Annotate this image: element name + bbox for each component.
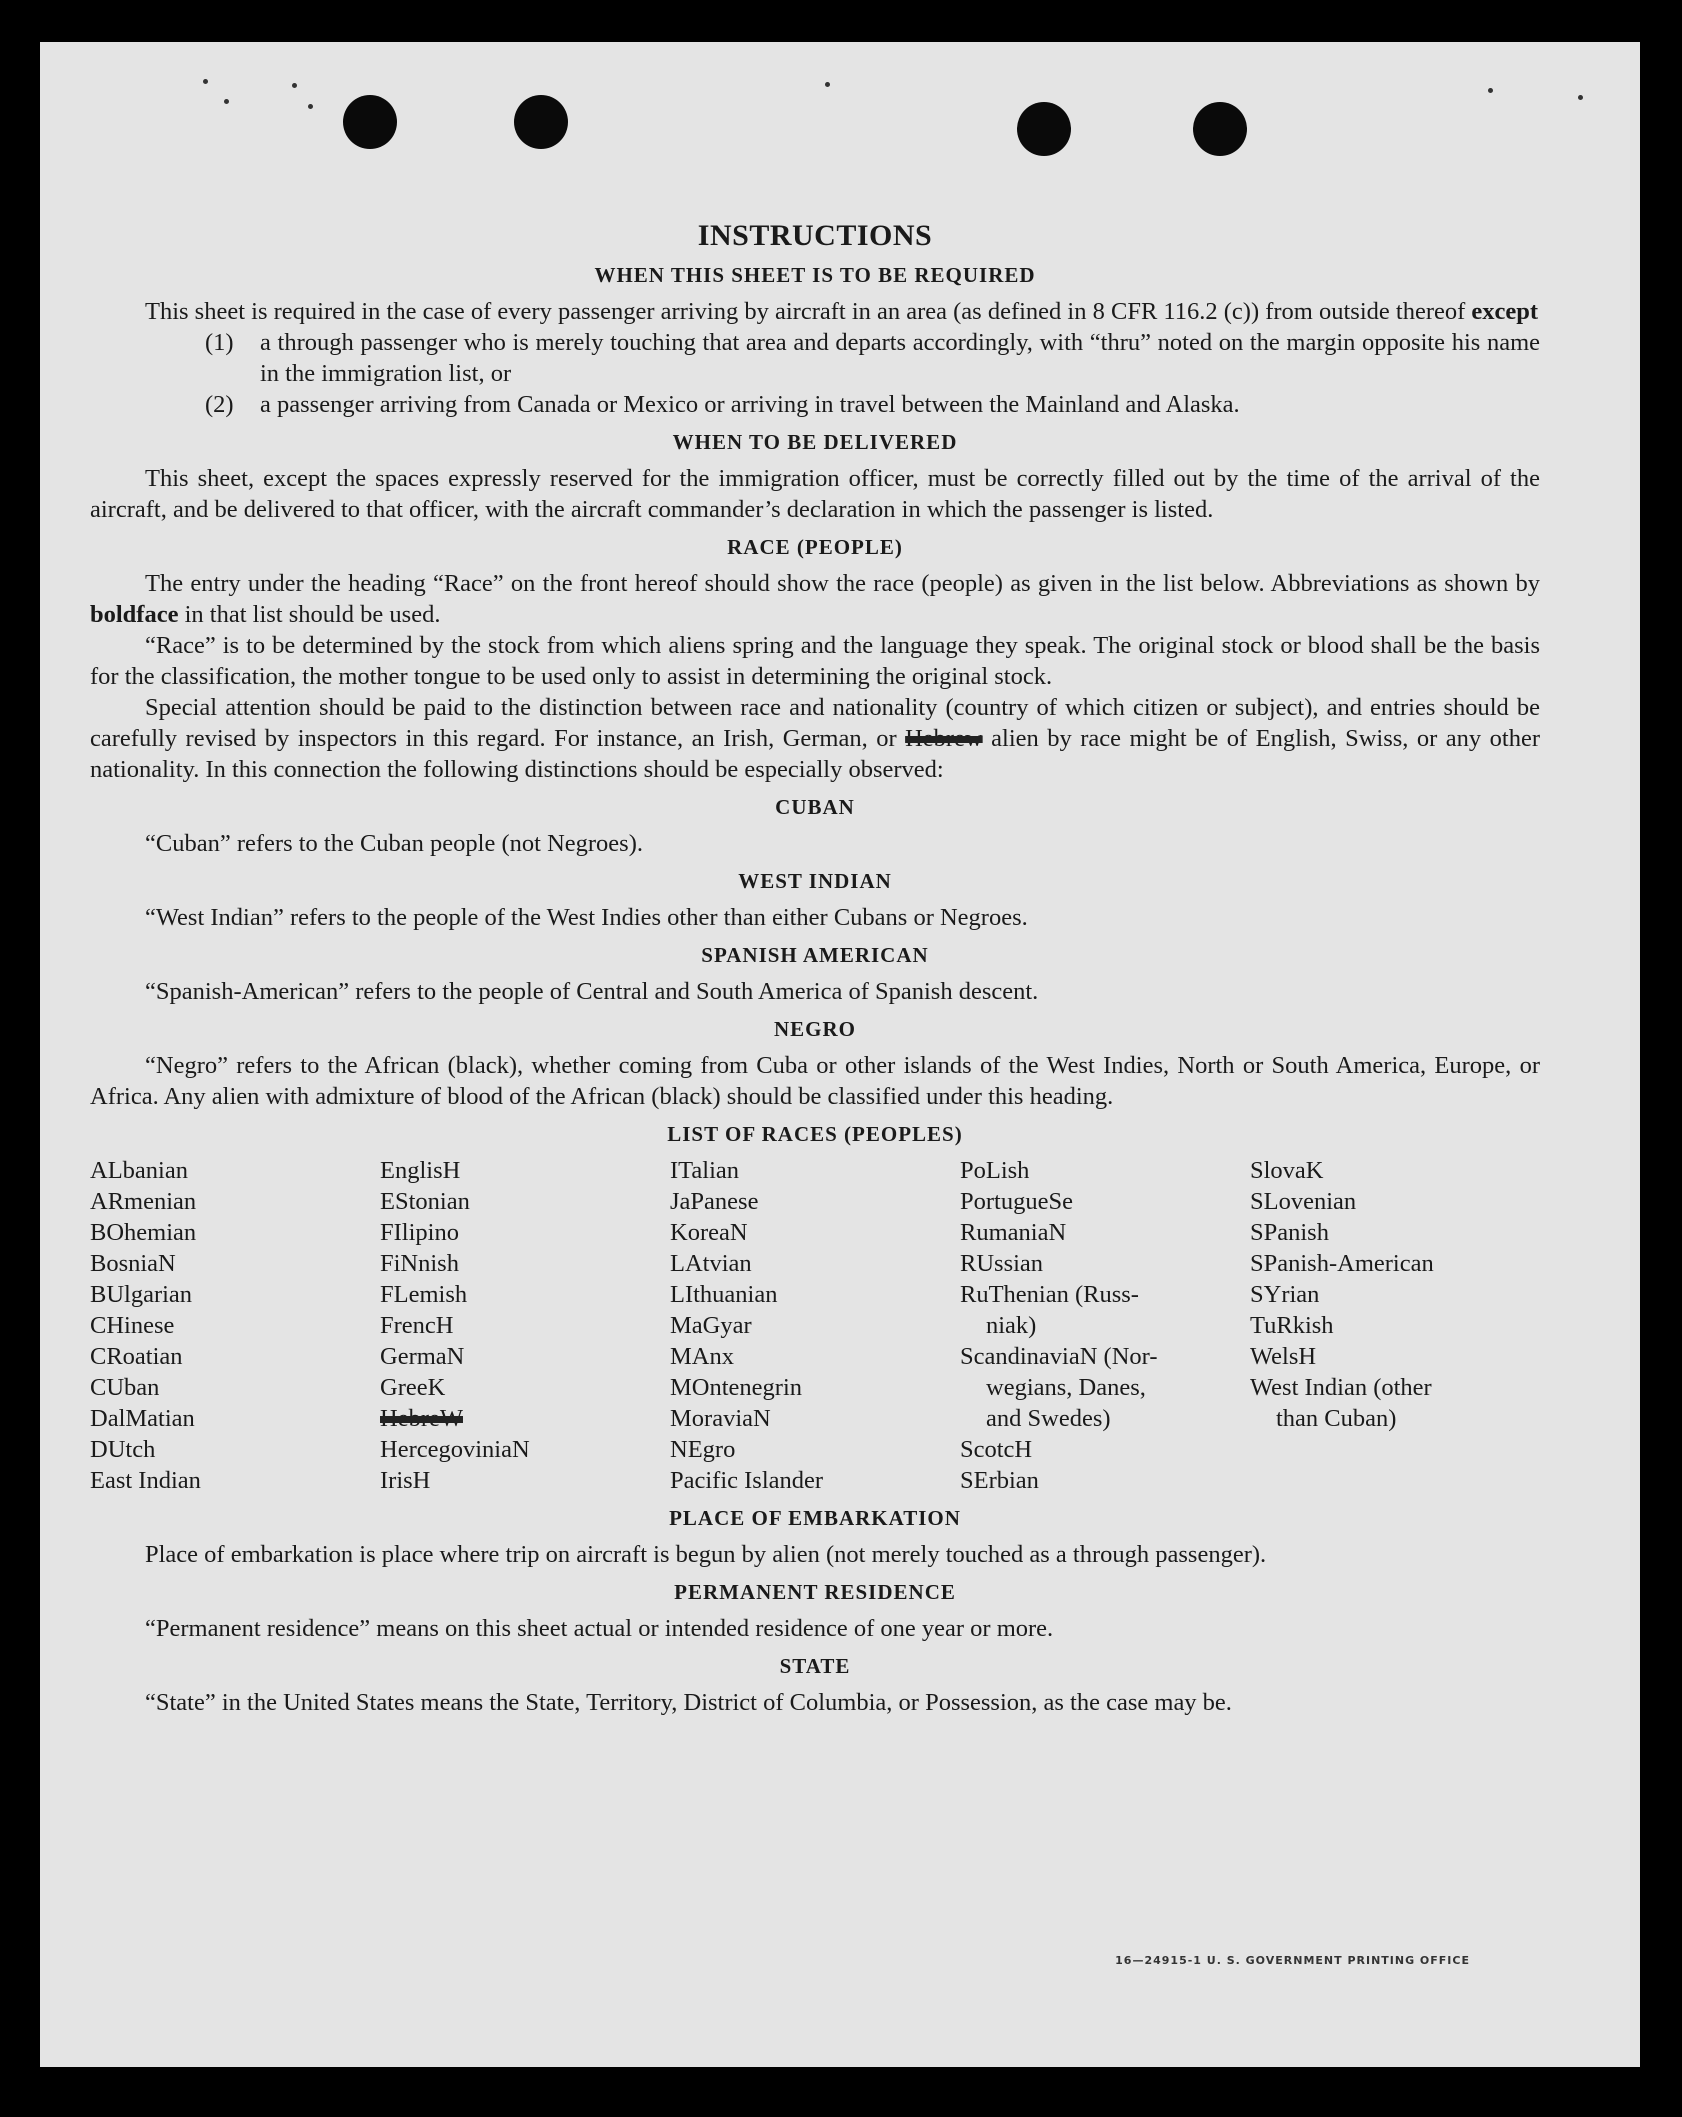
- race-entry: MaGyar: [670, 1312, 752, 1339]
- section-heading: WEST INDIAN: [738, 869, 892, 893]
- paragraph: “Spanish-American” refers to the people of Central and South America of Spanish descent.: [145, 978, 1039, 1005]
- speck: [825, 82, 830, 87]
- race-entry: IrisH: [380, 1467, 431, 1494]
- section-heading: NEGRO: [773, 1017, 856, 1041]
- race-entry: MOntenegrin: [670, 1374, 802, 1401]
- race-entry: GreeK: [380, 1374, 446, 1401]
- struck-text: Hebrew: [905, 725, 983, 752]
- item-text: a passenger arriving from Canada or Mexico or arriving in travel between the Mainland and Alaska.: [260, 391, 1240, 418]
- section-heading: PLACE OF EMBARKATION: [669, 1506, 961, 1530]
- speck: [1488, 88, 1493, 93]
- race-entry: GermaN: [380, 1343, 465, 1370]
- race-entry: MAnx: [670, 1343, 734, 1370]
- text: This sheet is required in the case of every passenger arriving by aircraft in an area (as defined in 8 CFR 116.2 (c)) from outside thereof: [145, 298, 1472, 325]
- race-entry: East Indian: [90, 1467, 201, 1494]
- speck: [308, 104, 313, 109]
- paragraph: [90, 296, 1540, 327]
- race-entry: SYrian: [1250, 1281, 1320, 1308]
- section-heading: STATE: [779, 1654, 851, 1678]
- item-text: a through passenger who is merely touching that area and departs accordingly, with “thru” noted on the margin opposite his name in the immigration list, or: [260, 329, 1540, 387]
- punch-hole: [1193, 102, 1247, 156]
- instructions-content: [90, 177, 1540, 1718]
- race-entry: SLovenian: [1250, 1188, 1357, 1215]
- race-column: [90, 1155, 380, 1496]
- print-footer: 16—24915-1 U. S. GOVERNMENT PRINTING OFFICE: [1115, 1954, 1470, 1967]
- race-entry: EStonian: [380, 1188, 470, 1215]
- item-number: (1): [205, 329, 234, 356]
- race-entry: CRoatian: [90, 1343, 183, 1370]
- document-sheet: [40, 42, 1640, 2067]
- paragraph: “Cuban” refers to the Cuban people (not Negroes).: [145, 830, 643, 857]
- race-entry: CUban: [90, 1374, 160, 1401]
- speck: [292, 83, 297, 88]
- paragraph: This sheet, except the spaces expressly reserved for the immigration officer, must be correctly filled out by the time of the arrival of the aircraft, and be delivered to that officer, with the aircraft commander’s declaration in which the passenger is listed.: [90, 465, 1540, 523]
- race-entry: LAtvian: [670, 1250, 752, 1277]
- race-entry: West Indian (other: [1250, 1374, 1432, 1401]
- race-entry: CHinese: [90, 1312, 175, 1339]
- races-list: [90, 1155, 1540, 1496]
- race-entry: MoraviaN: [670, 1405, 771, 1432]
- section-heading: WHEN THIS SHEET IS TO BE REQUIRED: [594, 263, 1036, 287]
- race-entry: ALbanian: [90, 1157, 188, 1184]
- race-entry: LIthuanian: [670, 1281, 778, 1308]
- paragraph: “West Indian” refers to the people of the West Indies other than either Cubans or Negroes.: [145, 904, 1028, 931]
- list-item: [90, 327, 1540, 389]
- race-entry: than Cuban): [1276, 1405, 1397, 1432]
- race-entry: PoLish: [960, 1157, 1030, 1184]
- punch-hole: [343, 95, 397, 149]
- race-entry: TuRkish: [1250, 1312, 1334, 1339]
- race-entry: HebreW: [380, 1405, 463, 1432]
- section-heading: LIST OF RACES (PEOPLES): [667, 1122, 963, 1146]
- race-entry: FLemish: [380, 1281, 468, 1308]
- race-entry: ScotcH: [960, 1436, 1033, 1463]
- race-entry: SErbian: [960, 1467, 1039, 1494]
- race-column: [1250, 1155, 1540, 1496]
- race-entry: ScandinaviaN (Nor-: [960, 1343, 1158, 1370]
- race-entry: FrencH: [380, 1312, 454, 1339]
- race-entry: SPanish-American: [1250, 1250, 1434, 1277]
- speck: [224, 99, 229, 104]
- paragraph: “Race” is to be determined by the stock from which aliens spring and the language they speak. The original stock or blood shall be the basis for the classification, the mother tongue to be used only to assist in determining the original stock.: [90, 632, 1540, 690]
- bold-text: boldface: [90, 601, 179, 628]
- section-heading: SPANISH AMERICAN: [701, 943, 929, 967]
- race-column: [380, 1155, 670, 1496]
- punch-hole: [514, 95, 568, 149]
- race-entry: FiNnish: [380, 1250, 459, 1277]
- race-entry: ARmenian: [90, 1188, 197, 1215]
- race-entry: RUssian: [960, 1250, 1044, 1277]
- paragraph: “State” in the United States means the State, Territory, District of Columbia, or Possession, as the case may be.: [145, 1689, 1232, 1716]
- race-entry: FIlipino: [380, 1219, 459, 1246]
- race-column: [960, 1155, 1250, 1496]
- race-entry: SPanish: [1250, 1219, 1329, 1246]
- race-entry: BosniaN: [90, 1250, 176, 1277]
- text: in that list should be used.: [178, 601, 441, 628]
- race-entry: BUlgarian: [90, 1281, 193, 1308]
- race-entry: RuThenian (Russ-: [960, 1281, 1139, 1308]
- race-column: [670, 1155, 960, 1496]
- paragraph: [90, 568, 1540, 630]
- race-entry: HercegoviniaN: [380, 1436, 530, 1463]
- race-entry: DUtch: [90, 1436, 156, 1463]
- race-entry: PortugueSe: [960, 1188, 1073, 1215]
- section-heading: CUBAN: [775, 795, 855, 819]
- race-entry: BOhemian: [90, 1219, 197, 1246]
- paragraph: Place of embarkation is place where trip on aircraft is begun by alien (not merely touched as a through passenger).: [145, 1541, 1267, 1568]
- section-heading: PERMANENT RESIDENCE: [674, 1580, 956, 1604]
- paragraph: “Permanent residence” means on this sheet actual or intended residence of one year or more.: [145, 1615, 1054, 1642]
- page-title: INSTRUCTIONS: [697, 219, 933, 252]
- section-heading: RACE (PEOPLE): [727, 535, 903, 559]
- list-item: [90, 389, 1540, 420]
- race-entry: RumaniaN: [960, 1219, 1067, 1246]
- text: alien by race might be of English, Swiss, or any other nationality. In this connection the following distinctions should be especially observed:: [90, 725, 1540, 783]
- race-entry: JaPanese: [670, 1188, 759, 1215]
- race-entry: WelsH: [1250, 1343, 1317, 1370]
- race-entry: KoreaN: [670, 1219, 748, 1246]
- section-heading: WHEN TO BE DELIVERED: [672, 430, 958, 454]
- speck: [203, 79, 208, 84]
- text: The entry under the heading “Race” on the front hereof should show the race (people) as given in the list below. Abbreviations as shown by: [145, 570, 1540, 597]
- race-entry: Pacific Islander: [670, 1467, 824, 1494]
- race-entry: DalMatian: [90, 1405, 195, 1432]
- race-entry: ITalian: [670, 1157, 740, 1184]
- text: Special attention should be paid to the distinction between race and nationality (country of which citizen or subject), and entries should be carefully revised by inspectors in this regard. For instance, an Irish, German, or: [90, 694, 1540, 752]
- race-entry: EnglisH: [380, 1157, 461, 1184]
- item-number: (2): [205, 391, 234, 418]
- race-entry: niak): [986, 1312, 1037, 1339]
- punch-hole: [1017, 102, 1071, 156]
- race-entry: NEgro: [670, 1436, 736, 1463]
- race-entry: SlovaK: [1250, 1157, 1324, 1184]
- speck: [1578, 95, 1583, 100]
- paragraph: “Negro” refers to the African (black), whether coming from Cuba or other islands of the West Indies, North or South America, Europe, or Africa. Any alien with admixture of blood of the African (black) should be classified under this heading.: [90, 1052, 1540, 1110]
- paragraph: [90, 692, 1540, 785]
- race-entry: and Swedes): [986, 1405, 1111, 1432]
- bold-text: except: [1471, 298, 1539, 325]
- race-entry: wegians, Danes,: [986, 1374, 1146, 1401]
